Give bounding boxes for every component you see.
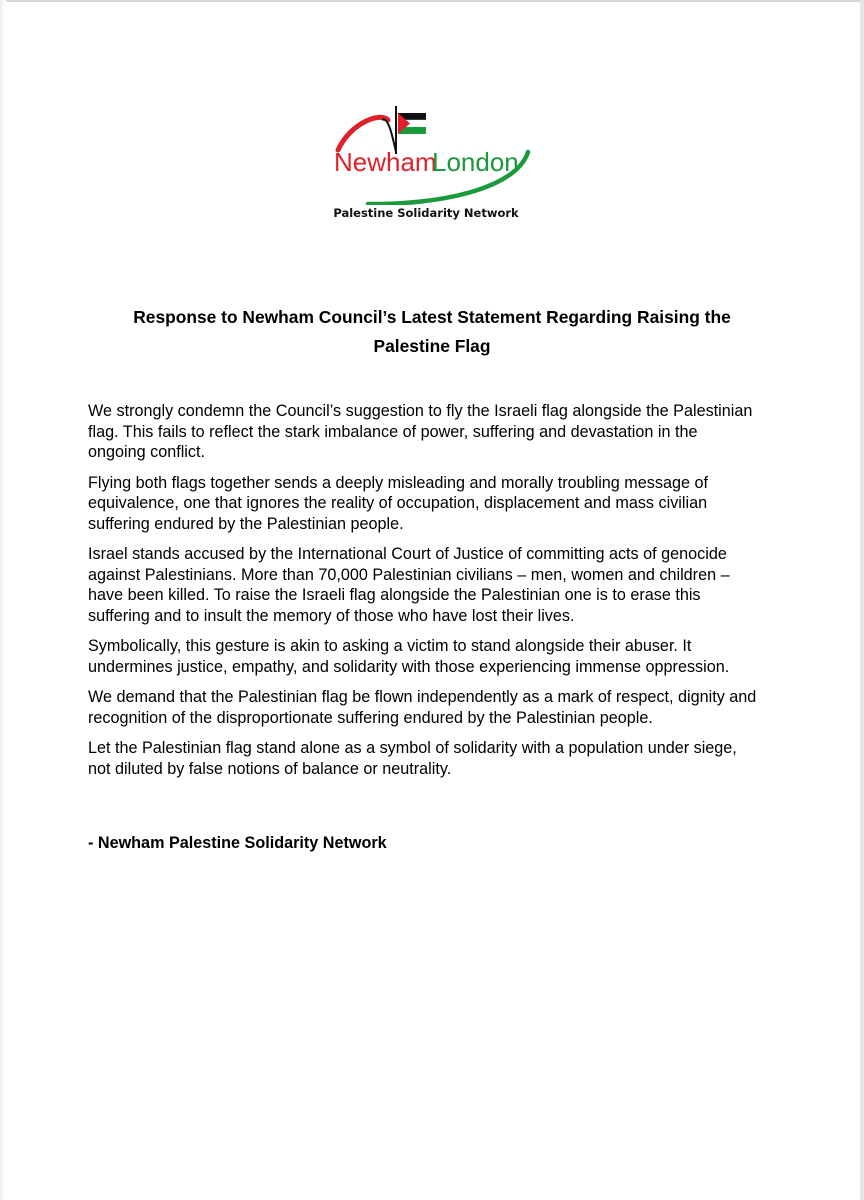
- paragraph-line: Let the Palestinian flag stand alone as a symbol of solidarity with a population under siege,: [88, 739, 737, 757]
- paragraph-line: Flying both flags together sends a deeply misleading and morally troubling message of: [88, 473, 708, 492]
- logo-red-swoosh: [338, 117, 388, 150]
- paragraph-equivalence: [88, 473, 788, 535]
- palestine-flag-icon: [398, 113, 426, 134]
- paragraph-line: We strongly condemn the Council’s suggestion to fly the Israeli flag alongside the Palestinian: [88, 402, 753, 420]
- paragraph-line: suffering and to insult the memory of those who have lost their lives.: [88, 606, 575, 625]
- paragraph-line: ongoing conflict.: [88, 443, 205, 461]
- organization-logo: [326, 100, 536, 230]
- document-title: [88, 303, 776, 361]
- title-line-2: Palestine Flag: [373, 336, 491, 356]
- paragraph-line: recognition of the disproportionate suffering endured by the Palestinian people.: [88, 708, 653, 727]
- paragraph-line: Israel stands accused by the International Court of Justice of committing acts of genocide: [88, 545, 727, 563]
- paragraph-line: have been killed. To raise the Israeli flag alongside the Palestinian one is to erase this: [88, 586, 701, 604]
- paragraph-line: not diluted by false notions of balance or neutrality.: [88, 759, 452, 778]
- paragraph-line: flag. This fails to reflect the stark imbalance of power, suffering and devastation in the: [88, 422, 698, 441]
- logo-wordmark-newham: Newham: [334, 147, 437, 177]
- paragraph-symbolic: [88, 636, 788, 677]
- page-edge-right: [860, 0, 864, 1200]
- paragraph-line: Symbolically, this gesture is akin to asking a victim to stand alongside their abuser. It: [88, 637, 692, 655]
- paragraph-stand-alone: [88, 738, 788, 779]
- paragraph-condemn: [88, 401, 788, 463]
- paragraph-line: against Palestinians. More than 70,000 Palestinian civilians – men, women and children –: [88, 565, 730, 584]
- page-edge-left: [0, 0, 6, 1200]
- title-line-1: Response to Newham Council’s Latest Statement Regarding Raising the: [133, 307, 731, 327]
- logo-wordmark-london: London: [432, 147, 519, 177]
- paragraph-demand: [88, 687, 788, 728]
- paragraph-line: We demand that the Palestinian flag be flown independently as a mark of respect, dignity and: [88, 688, 757, 706]
- logo-graphic: [326, 100, 536, 205]
- paragraph-line: equivalence, one that ignores the reality of occupation, displacement and mass civilian: [88, 494, 708, 512]
- paragraph-line: suffering endured by the Palestinian people.: [88, 514, 404, 533]
- logo-subtitle: Palestine Solidarity Network: [333, 206, 519, 220]
- paragraph-icj: [88, 544, 788, 626]
- paragraph-line: undermines justice, empathy, and solidarity with those experiencing immense oppression.: [88, 657, 730, 676]
- page-edge-top: [0, 0, 864, 2]
- signature: - Newham Palestine Solidarity Network: [88, 834, 387, 852]
- statement-body: [88, 401, 788, 789]
